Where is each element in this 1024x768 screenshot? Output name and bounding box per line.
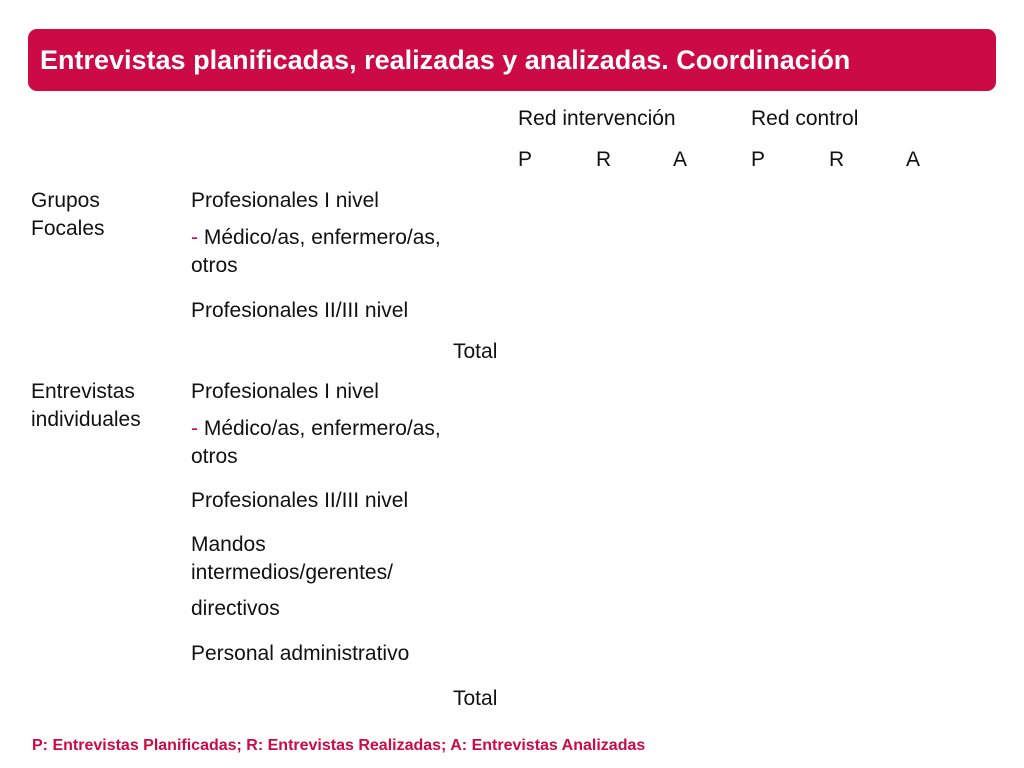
row-directivos: directivos bbox=[191, 597, 280, 620]
col-header-p-intervencion: P bbox=[518, 148, 533, 171]
title-banner bbox=[28, 29, 996, 91]
row-medico-enfermero-text: Médico/as, enfermero/as, bbox=[198, 226, 441, 249]
row-total: Total bbox=[453, 340, 498, 363]
section-label-focales: Focales bbox=[31, 217, 105, 240]
col-header-p-control: P bbox=[751, 148, 766, 171]
row-medico-enfermero bbox=[191, 415, 441, 443]
row-personal-administrativo: Personal administrativo bbox=[191, 642, 410, 665]
row-otros: otros bbox=[191, 254, 238, 277]
row-intermedios-gerentes: intermedios/gerentes/ bbox=[191, 561, 393, 584]
row-total: Total bbox=[453, 687, 498, 710]
row-profesionales-i-nivel: Profesionales I nivel bbox=[191, 380, 379, 403]
row-otros: otros bbox=[191, 445, 238, 468]
header-red-control: Red control bbox=[751, 107, 859, 130]
section-label-entrevistas: Entrevistas bbox=[31, 380, 135, 403]
legend-note: P: Entrevistas Planificadas; R: Entrevistas Realizadas; A: Entrevistas Analizadas bbox=[32, 737, 646, 754]
section-label-grupos: Grupos bbox=[31, 189, 100, 212]
row-mandos: Mandos bbox=[191, 533, 266, 556]
bullet-dash: - bbox=[191, 417, 198, 440]
col-header-a-control: A bbox=[906, 148, 921, 171]
page-title: Entrevistas planificadas, realizadas y analizadas. Coordinación bbox=[40, 44, 851, 75]
bullet-dash: - bbox=[191, 226, 198, 249]
section-label-individuales: individuales bbox=[31, 408, 141, 431]
col-header-a-intervencion: A bbox=[673, 148, 688, 171]
col-header-r-control: R bbox=[829, 148, 845, 171]
row-profesionales-i-nivel: Profesionales I nivel bbox=[191, 189, 379, 212]
row-profesionales-ii-iii-nivel: Profesionales II/III nivel bbox=[191, 489, 409, 512]
row-profesionales-ii-iii-nivel: Profesionales II/III nivel bbox=[191, 299, 409, 322]
col-header-r-intervencion: R bbox=[596, 148, 612, 171]
header-red-intervencion: Red intervención bbox=[518, 107, 676, 130]
row-medico-enfermero bbox=[191, 224, 441, 252]
row-medico-enfermero-text: Médico/as, enfermero/as, bbox=[198, 417, 441, 440]
